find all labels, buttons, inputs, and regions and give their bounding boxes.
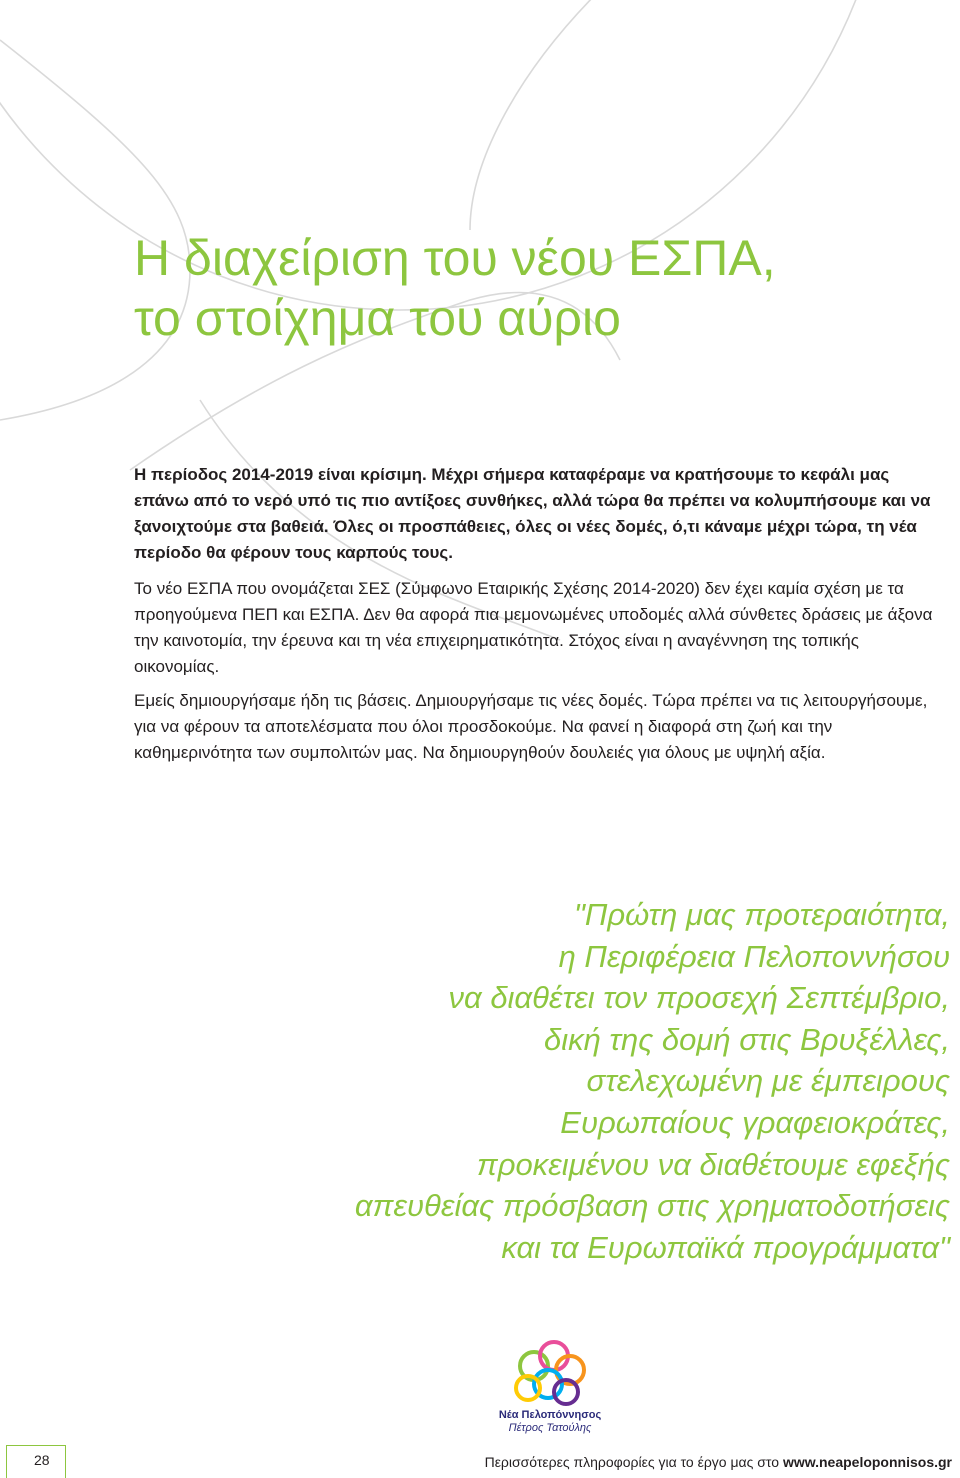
quote-line: Ευρωπαίους γραφειοκράτες, bbox=[560, 1104, 950, 1140]
quote-line: η Περιφέρεια Πελοποννήσου bbox=[558, 938, 950, 974]
quote-line: απευθείας πρόσβαση στις χρηματοδοτήσεις bbox=[354, 1188, 950, 1224]
quote-line: προκειμένου να διαθέτουμε εφεξής bbox=[476, 1146, 950, 1182]
footer bbox=[485, 1454, 952, 1470]
page-title-line-1: Η διαχείριση του νέου ΕΣΠΑ, bbox=[134, 230, 776, 286]
footer-text: Περισσότερες πληροφορίες για το έργο μας στο bbox=[484, 1454, 783, 1470]
quote-line: να διαθέτει τον προσεχή Σεπτέμβριο, bbox=[448, 980, 950, 1016]
pull-quote bbox=[160, 894, 950, 1268]
body-paragraph-2: Εμείς δημιουργήσαμε ήδη τις βάσεις. Δημιουργήσαμε τις νέες δομές. Τώρα πρέπει να τις λειτουργήσουμε, για να φέρουν τα αποτελέσματα που όλοι προσδοκούμε. Να φανεί η διαφορά στη ζωή και την καθημερινότητα των συμπολιτών μας. Να δημιουργηθούν δουλειές για όλους με υψηλή αξία. bbox=[134, 691, 928, 762]
quote-line: στελεχωμένη με έμπειρους bbox=[586, 1063, 950, 1099]
quote-line: δική της δομή στις Βρυξέλλες, bbox=[543, 1021, 950, 1057]
logo-name: Νέα Πελοπόννησος bbox=[498, 1409, 602, 1421]
quote-line: και τα Ευρωπαϊκά προγράμματα" bbox=[501, 1229, 950, 1265]
footer-url-link[interactable]: www.neapeloponnisos.gr bbox=[782, 1454, 952, 1470]
page-title-line-2: το στοίχημα του αύριο bbox=[134, 290, 621, 346]
body-paragraph-1: Το νέο ΕΣΠΑ που ονομάζεται ΣΕΣ (Σύμφωνο Εταιρικής Σχέσης 2014-2020) δεν έχει καμία σχέση με τα προηγούμενα ΠΕΠ και ΕΣΠΑ. Δεν θα αφορά πια μεμονωμένες υποδομές αλλά σύνθετες δράσεις με άξονα την καινοτομία, την έρευνα και τη νέα επιχειρηματικότητα. Στόχος είναι η αναγέννηση της τοπικής οικονομίας. bbox=[134, 579, 933, 676]
page-number: 28 bbox=[34, 1452, 50, 1468]
intro-paragraph: Η περίοδος 2014-2019 είναι κρίσιμη. Μέχρι σήμερα καταφέραμε να κρατήσουμε το κεφάλι μας επάνω από το νερό υπό τις πιο αντίξοες συνθήκες, αλλά τώρα θα πρέπει να κολυμπήσουμε και να ξανοιχτούμε στα βαθειά. Όλες οι προσπάθειες, όλες οι νέες δομές, ό,τι κάναμε μέχρι τώρα, τη νέα περίοδο θα φέρουν τους καρπούς τους. bbox=[134, 465, 931, 562]
page-title bbox=[134, 228, 934, 348]
logo-person: Πέτρος Τατούλης bbox=[508, 1422, 592, 1434]
quote-line: "Πρώτη μας προτεραιότητα, bbox=[573, 897, 950, 932]
